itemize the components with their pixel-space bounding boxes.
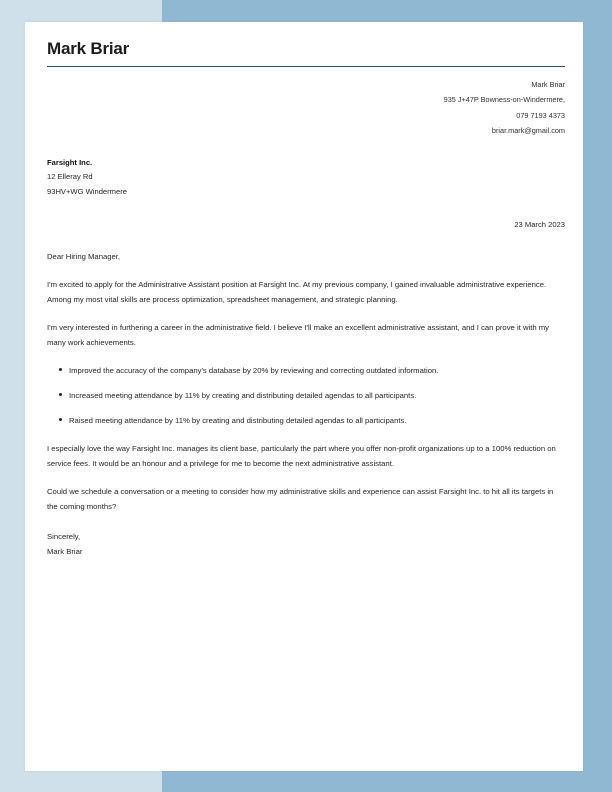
recipient-street: 12 Elleray Rd bbox=[47, 172, 93, 182]
recipient-city: 93HV+WG Windermere bbox=[47, 186, 127, 196]
letter-paragraph-4: Could we schedule a conversation or a meeting to consider how my administrative skills and experience can assist Farsight Inc. to hit all its targets in the coming months? bbox=[47, 487, 554, 512]
letter-date: 23 March 2023 bbox=[514, 220, 565, 230]
signature-name: Mark Briar bbox=[47, 546, 83, 556]
letter-salutation: Dear Hiring Manager, bbox=[47, 252, 121, 262]
letter-content bbox=[47, 40, 565, 559]
sender-phone: 079 7193 4373 bbox=[516, 110, 565, 120]
achievements-list bbox=[47, 363, 565, 428]
closing-phrase: Sincerely, bbox=[47, 532, 81, 542]
sender-contact-block bbox=[47, 77, 565, 139]
letter-signoff bbox=[47, 530, 565, 559]
list-item: Increased meeting attendance by 11% by creating and distributing detailed agendas to all participants. bbox=[47, 388, 565, 403]
recipient-address-block bbox=[47, 156, 565, 200]
list-item: Raised meeting attendance by 11% by creating and distributing detailed agendas to all participants. bbox=[47, 413, 565, 428]
sender-address: 935 J+47P Bowness-on-Windermere, bbox=[443, 95, 565, 105]
sender-name: Mark Briar bbox=[531, 79, 565, 89]
letter-paragraph-1: I'm excited to apply for the Administrative Assistant position at Farsight Inc. At my previous company, I gained invaluable administrative experience. Among my most vital skills are process optimization, spreadsheet management, and strategic planning. bbox=[47, 280, 547, 305]
letter-paragraph-3: I especially love the way Farsight Inc. manages its client base, particularly the part where you offer non-profit organizations up to a 100% reduction on service fees. It would be an honour and a privilege for me to become the next administrative assistant. bbox=[47, 444, 556, 469]
list-item: Improved the accuracy of the company's database by 20% by reviewing and correcting outdated information. bbox=[47, 363, 565, 378]
header-divider bbox=[47, 66, 565, 67]
recipient-company: Farsight Inc. bbox=[47, 157, 93, 167]
page-title: Mark Briar bbox=[47, 39, 130, 58]
letter-page bbox=[25, 22, 583, 771]
sender-email: briar.mark@gmail.com bbox=[491, 126, 565, 136]
letter-paragraph-2: I'm very interested in furthering a career in the administrative field. I believe I'll make an excellent administrative assistant, and I can prove it with my many work achievements. bbox=[47, 323, 549, 348]
